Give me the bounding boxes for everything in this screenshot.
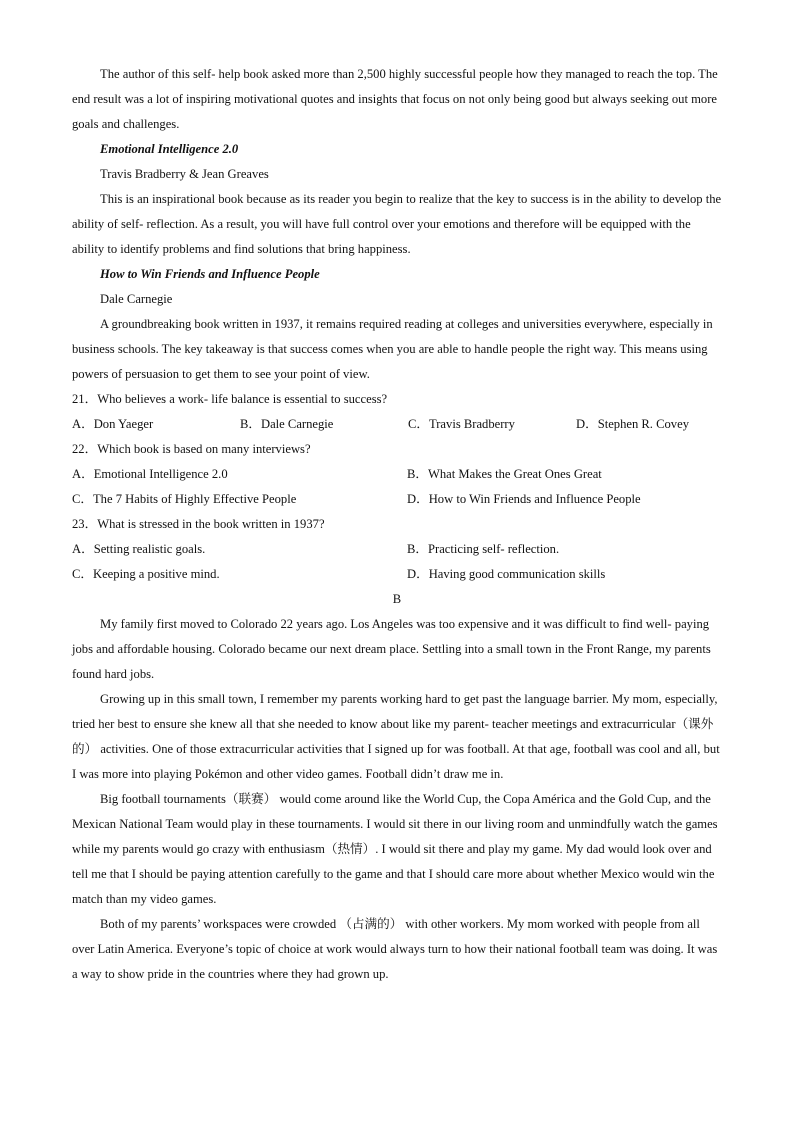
question-22-options-row-2 xyxy=(72,487,722,512)
question-21-option-a: A．Don Yaeger xyxy=(72,417,154,431)
question-22-option-a: A．Emotional Intelligence 2.0 xyxy=(72,467,228,481)
book-description-2: A groundbreaking book written in 1937, it remains required reading at colleges and universities everywhere, especially in business schools. The key takeaway is that success comes when you are able to handle people the right way. This means using powers of persuasion to get them to see your point of view. xyxy=(72,317,713,381)
passage-b-paragraph-2: Growing up in this small town, I remember my parents working hard to get past the language barrier. My mom, especially, tried her best to ensure she knew all that she needed to know about like my parent- teacher meetings and extracurricular（课外的） activities. One of those extracurricular activities that I signed up for was football. At that age, football was cool and all, but I was more into playing Pokémon and other video games. Football didn’t draw me in. xyxy=(72,692,720,781)
question-23-option-a: A．Setting realistic goals. xyxy=(72,542,206,556)
intro-paragraph: The author of this self- help book asked more than 2,500 highly successful people how they managed to reach the top. The end result was a lot of inspiring motivational quotes and insights that focus on not only being good but always seeking out more goals and challenges. xyxy=(72,67,718,131)
question-21-option-c: C．Travis Bradberry xyxy=(408,417,515,431)
question-22-option-d: D．How to Win Friends and Influence People xyxy=(407,492,641,506)
passage-b-paragraph-4: Both of my parents’ workspaces were crowded （占满的） with other workers. My mom worked with people from all over Latin America. Everyone’s topic of choice at work would always turn to how their national football team was doing. It was a way to show pride in the countries where they had grown up. xyxy=(72,917,718,981)
question-23-option-d: D．Having good communication skills xyxy=(407,567,606,581)
question-21-option-b: B．Dale Carnegie xyxy=(240,417,334,431)
question-23-options-row-1 xyxy=(72,537,722,562)
question-21-options xyxy=(72,412,722,437)
question-22-stem: 22．Which book is based on many interviews? xyxy=(72,442,311,456)
passage-b-paragraph-1: My family first moved to Colorado 22 years ago. Los Angeles was too expensive and it was difficult to find well- paying jobs and affordable housing. Colorado became our next dream place. Settling into a small town in the Front Range, my parents found hard jobs. xyxy=(72,617,711,681)
book-title-1: Emotional Intelligence 2.0 xyxy=(100,142,239,156)
document-page xyxy=(72,62,722,987)
question-23-option-c: C．Keeping a positive mind. xyxy=(72,567,220,581)
passage-b-paragraph-3: Big football tournaments（联赛） would come around like the World Cup, the Copa América and the Gold Cup, and the Mexican National Team would play in these tournaments. I would sit there in our living room and unmindfully watch the games while my parents would go crazy with enthusiasm（热情）. I would sit there and play my game. My dad would look over and tell me that I should be paying attention carefully to the game and that I should care more about whether Mexico would win the match than my video games. xyxy=(72,792,718,906)
question-22-option-b: B．What Makes the Great Ones Great xyxy=(407,467,602,481)
book-author-2: Dale Carnegie xyxy=(100,292,173,306)
section-b-label: B xyxy=(392,592,402,606)
question-21-option-d: D．Stephen R. Covey xyxy=(576,417,689,431)
question-23-stem: 23．What is stressed in the book written in 1937? xyxy=(72,517,325,531)
book-title-2: How to Win Friends and Influence People xyxy=(100,267,320,281)
question-23-options-row-2 xyxy=(72,562,722,587)
question-22-options-row-1 xyxy=(72,462,722,487)
question-21-stem: 21．Who believes a work- life balance is essential to success? xyxy=(72,392,388,406)
book-author-1: Travis Bradberry & Jean Greaves xyxy=(100,167,269,181)
book-description-1: This is an inspirational book because as its reader you begin to realize that the key to success is in the ability to develop the ability of self- reflection. As a result, you will have full control over your emotions and therefore will be equipped with the ability to identify problems and find solutions that bring happiness. xyxy=(72,192,722,256)
question-22-option-c: C．The 7 Habits of Highly Effective People xyxy=(72,492,297,506)
question-23-option-b: B．Practicing self- reflection. xyxy=(407,542,560,556)
